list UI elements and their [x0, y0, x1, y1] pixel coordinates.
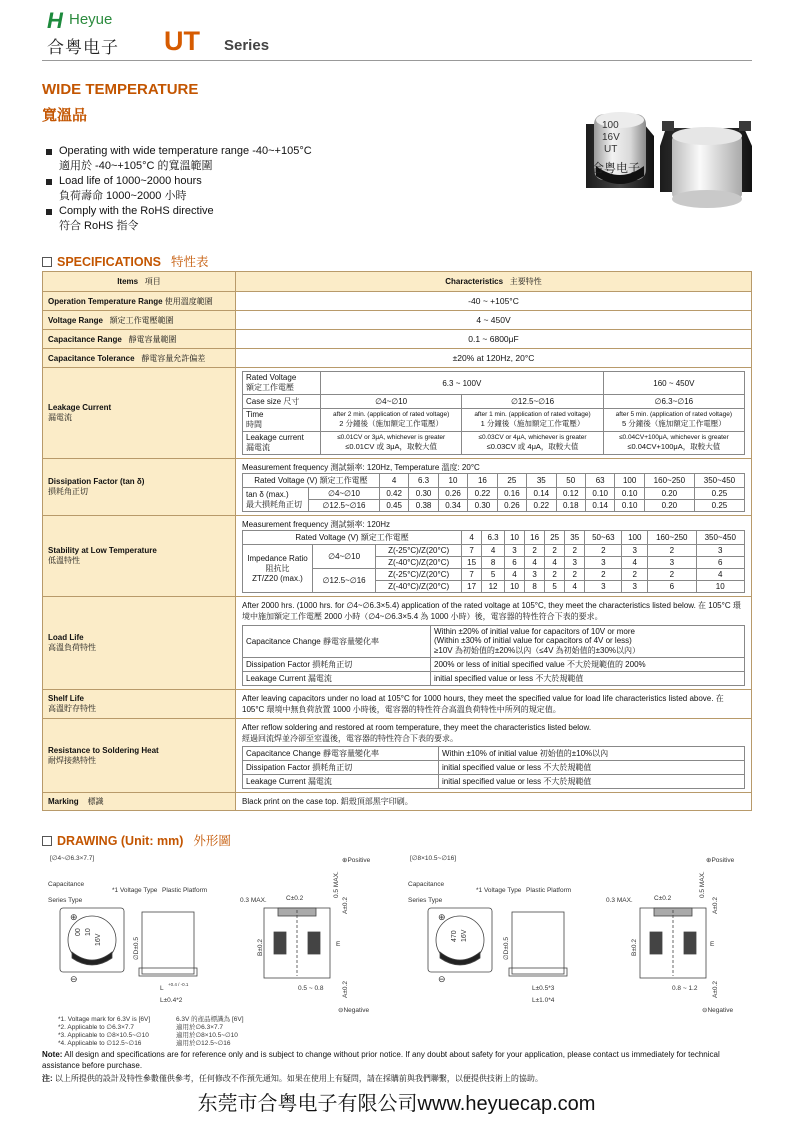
dim-label: A±0.2 [342, 897, 349, 914]
specifications-table [42, 271, 752, 811]
table-row: Capacitance Tolerance 靜電容量允許偏差 ±20% at 120Hz, 20°C [43, 349, 752, 368]
dissipation-table: Rated Voltage (V) 額定工作電壓 4 6.3 10 16 25 35 50 63 100 160~250 350~450 tan δ (max.) 最大損耗角正切 ∅4~∅10 0.42 0.30 0.26 0.22 0.16 0.14 0.12 0.10 0.10 0.20 0.25 ∅12.5~∅16 0.45 0.38 0.34 0.30 0.26 0.22 0.18 0.14 0.10 0.20 0.25 [242, 473, 745, 512]
label-capacitance: Capacitance [48, 881, 85, 888]
logo-text: Heyue [69, 11, 113, 28]
dim-label: B±0.2 [257, 939, 264, 956]
table-row: Voltage Range 額定工作電壓範圍 4 ~ 450V [43, 311, 752, 330]
cap-marking: 00 [75, 928, 82, 936]
dim-label: E [336, 941, 341, 948]
table-row: Capacitance Range 靜電容量範圍 0.1 ~ 6800μF [43, 330, 752, 349]
photo-watermark: 合粤电子 [592, 161, 641, 175]
label-voltage: *1 Voltage Type [112, 887, 158, 894]
size-range-label: [∅4~∅6.3×7.7] [50, 855, 95, 862]
feature-item: Comply with the RoHS directive 符合 RoHS 指令 [46, 204, 486, 234]
label-negative: ⊖Negative [702, 1007, 734, 1014]
drawing-footnotes: *1. Voltage mark for 6.3V is [6V] *2. Applicable to ∅6.3×7.7 *3. Applicable to ∅8×10.5~∅10 *4. Applicable to ∅12.5~∅16 [58, 1016, 151, 1047]
cap-marking: 16V [461, 929, 468, 942]
dim-label: 0.3 MAX. [606, 897, 633, 904]
positive-icon: ⊕ [438, 912, 446, 922]
photo-cap-text: 100 [602, 120, 619, 131]
feature-title: WIDE TEMPERATURE [42, 81, 199, 98]
table-row: Shelf Life 高溫貯存特性 After leaving capacitors under no load at 105°C for 1000 hours, they meet the specified value for load life characteristics listed above. 在 105°C 環境中無負荷放置 1000 小時後，電容器的特性符合高溫負荷特性中所列的規定值。 [43, 690, 752, 719]
series-label: Series [224, 37, 270, 54]
table-row: Stability at Low Temperature 低溫特性 Measurement frequency 測試頻率: 120Hz Rated Voltage (V) 額定工作電壓 4 6.3 10 16 25 35 50~63 100 160~250 350~450 Impedance Ratio 阻抗比 ZT/Z20 (max.) ∅4~∅10 Z(-25°C)/Z(20°C) 7 4 3 2 2 2 2 3 2 3 Z(-40°C)/Z(20°C) 15 8 6 4 4 3 3 4 3 6 ∅12.5~∅16 Z(-25°C)/Z(20°C) 7 5 4 3 2 2 2 2 2 4 Z(-40°C)/Z(20°C) 17 12 10 8 5 4 3 3 6 10 [43, 516, 752, 597]
specifications-title: SPECIFICATIONS 特性表 [42, 252, 208, 270]
dim-label: 0.8 ~ 1.2 [672, 985, 698, 992]
dim-label: 0.5 MAX. [699, 871, 706, 898]
feature-title-cn: 寬溫品 [42, 107, 88, 124]
cap-marking: 10 [85, 928, 92, 936]
footer-company: 东莞市合粤电子有限公司www.heyuecap.com [197, 1093, 596, 1115]
label-negative: ⊖Negative [338, 1007, 370, 1014]
label-platform: Plastic Platform [162, 887, 208, 894]
label-series-type: Series Type [408, 897, 443, 904]
dim-label: A±0.2 [712, 981, 719, 998]
checkbox-icon [42, 836, 52, 846]
dim-label: 0.3 MAX. [240, 897, 267, 904]
label-positive: ⊕Positive [706, 857, 735, 864]
label-platform: Plastic Platform [526, 887, 572, 894]
size-range-label: [∅8×10.5~∅16] [410, 855, 457, 862]
leakage-table: Rated Voltage 額定工作電壓 6.3 ~ 100V 160 ~ 450V Case size 尺寸 ∅4~∅10 ∅12.5~∅16 ∅6.3~∅16 Time 時間 after 2 min. (application of rated voltage) 2 分鐘後（施加額定工作電壓） after 1 min. (application of rated voltage) 1 分鐘後（施加額定工作電壓） after 5 min. (application of rated voltage) 5 分鐘後（施加額定工作電壓） Leakage current 漏電流 ≤0.01CV or 3μA, whichever is greater ≤0.01CV 或 3μA，取較大值 ≤0.03CV or 4μA, whichever is greater ≤0.03CV 或 4μA，取較大值 ≤0.04CV+100μA, whichever is greater ≤0.04CV+100μA，取較大值 [242, 371, 745, 455]
soldering-table: Capacitance Change 靜電容量變化率 Within ±10% of initial value 初始值的±10%以內 Dissipation Factor 損耗角正切 initial specified value or less 不大於規範值 Leakage Current 漏電流 initial specified value or less 不大於規範值 [242, 746, 745, 789]
label-capacitance: Capacitance [408, 881, 445, 888]
dim-label: E [710, 941, 715, 948]
drawing-title: DRAWING (Unit: mm) 外形圖 [42, 831, 231, 849]
negative-icon: ⊖ [438, 974, 446, 984]
photo-cap-text: 16V [602, 132, 620, 143]
dim-label: A±0.2 [712, 897, 719, 914]
dimension-drawing [42, 850, 752, 1015]
dim-label: L±0.4*2 [160, 997, 183, 1004]
dim-label: 0.5 ~ 0.8 [298, 985, 324, 992]
table-row: Resistance to Soldering Heat 耐焊接熱特性 After reflow soldering and restored at room temperature, they meet the characteristics listed below. 經過回流焊並冷卻至室溫後，電容器的特性符合下表的要求。 Capacitance Change 靜電容量變化率 Within ±10% of initial value 初始值的±10%以內 Dissipation Factor 損耗角正切 initial specified value or less 不大於規範值 Leakage Current 漏電流 initial specified value or less 不大於規範值 [43, 719, 752, 793]
bullet-icon [46, 209, 52, 215]
table-row: Leakage Current 漏電流 Rated Voltage 額定工作電壓 6.3 ~ 100V 160 ~ 450V Case size 尺寸 ∅4~∅10 ∅12.5~∅16 ∅6.3~∅16 Time 時間 after 2 min. (application of rated voltage) 2 分鐘後（施加額定工作電壓） after 1 min. (application of rated voltage) 1 分鐘後（施加額定工作電壓） after 5 min. (application of rated voltage) 5 分鐘後（施加額定工作電壓） Leakage current 漏電流 ≤0.01CV or 3μA, whichever is greater ≤0.01CV 或 3μA，取較大值 ≤0.03CV or 4μA, whichever is greater ≤0.03CV 或 4μA，取較大值 ≤0.04CV+100μA, whichever is greater ≤0.04CV+100μA，取較大值 [43, 368, 752, 459]
negative-icon: ⊖ [70, 974, 78, 984]
page-header [0, 0, 793, 62]
feature-list [46, 144, 486, 234]
product-photo [574, 96, 754, 216]
dim-label: B±0.2 [631, 939, 638, 956]
dim-label: +0.4 / -0.1 [168, 982, 189, 987]
dim-label: L±1.0*4 [532, 997, 555, 1004]
drawing-footnotes-cn: 6.3V 的產品標識為 [6V] 適用於∅6.3×7.7 適用於∅8×10.5~∅10 適用於∅12.5~∅16 [176, 1016, 244, 1047]
stability-table: Rated Voltage (V) 額定工作電壓 4 6.3 10 16 25 35 50~63 100 160~250 350~450 Impedance Ratio 阻抗比 ZT/Z20 (max.) ∅4~∅10 Z(-25°C)/Z(20°C) 7 4 3 2 2 2 2 3 2 3 Z(-40°C)/Z(20°C) 15 8 6 4 4 3 3 4 3 6 ∅12.5~∅16 Z(-25°C)/Z(20°C) 7 5 4 3 2 2 2 2 2 4 Z(-40°C)/Z(20°C) 17 12 10 8 5 4 3 3 6 10 [242, 530, 745, 593]
logo-text-cn: 合粤电子 [47, 38, 119, 57]
table-row: Marking 標識 Black print on the case top. 鋁殼頂部黑字印刷。 [43, 793, 752, 811]
series-code: UT [164, 26, 200, 56]
table-row: Dissipation Factor (tan δ) 損耗角正切 Measurement frequency 測試頻率: 120Hz, Temperature 溫度: 20°C Rated Voltage (V) 額定工作電壓 4 6.3 10 16 25 35 50 63 100 160~250 350~450 tan δ (max.) 最大損耗角正切 ∅4~∅10 0.42 0.30 0.26 0.22 0.16 0.14 0.12 0.10 0.10 0.20 0.25 ∅12.5~∅16 0.45 0.38 0.34 0.30 0.26 0.22 0.18 0.14 0.10 0.20 0.25 [43, 459, 752, 516]
positive-icon: ⊕ [70, 912, 78, 922]
table-row: Load Life 高溫負荷特性 After 2000 hrs. (1000 hrs. for ∅4~∅6.3×5.4) application of the rated voltage at 105°C, they meet the characteristics listed below. 在 105°C 環境中施加額定工作電壓 2000 小時（∅4~∅6.3×5.4 為 1000 小時）後，電容器的特性符合下表的要求。 Capacitance Change 靜電容量變化率 Within ±20% of initial value for capacitors of 10V or more (Within ±30% of initial value for capacitors of 4V or less) ≥10V 為初始值的±20%以內（≤4V 為初始值的±30%以內） Dissipation Factor 損耗角正切 200% or less of initial specified value 不大於規範值的 200% Leakage Current 漏電流 initial specified value or less 不大於規範值 [43, 597, 752, 690]
col-header-items: Items 項目 [43, 272, 236, 292]
disclaimer-note: Note: All design and specifications are for reference only and is subject to change without prior notice. If any doubt about safety for your application, please contact us immediately for technical assistance before purchase. 注: 以上所提供的設計及特性參數僅供參考，任何修改不作預先通知。如果在使用上有疑問，請在採購前與我們聯繫，以便提供技術上的協助。 [42, 1050, 720, 1083]
dim-label: ∅D±0.5 [503, 937, 510, 960]
feature-item: Load life of 1000~2000 hours 負荷壽命 1000~2000 小時 [46, 174, 486, 204]
bullet-icon [46, 149, 52, 155]
col-header-characteristics: Characteristics 主要特性 [236, 272, 752, 292]
feature-item: Operating with wide temperature range -40~+105°C 適用於 -40~+105°C 的寬溫範圍 [46, 144, 486, 174]
photo-cap-text: UT [604, 144, 618, 155]
label-voltage: *1 Voltage Type [476, 887, 522, 894]
dim-label: C±0.2 [654, 895, 672, 902]
label-positive: ⊕Positive [342, 857, 371, 864]
bullet-icon [46, 179, 52, 185]
label-series-type: Series Type [48, 897, 83, 904]
dim-label: 0.5 MAX. [333, 871, 340, 898]
load-life-table: Capacitance Change 靜電容量變化率 Within ±20% of initial value for capacitors of 10V or more (Within ±30% of initial value for capacitors of 4V or less) ≥10V 為初始值的±20%以內（≤4V 為初始值的±30%以內） Dissipation Factor 損耗角正切 200% or less of initial specified value 不大於規範值的 200% Leakage Current 漏電流 initial specified value or less 不大於規範值 [242, 625, 745, 686]
logo-mark: H [47, 8, 63, 33]
header-divider [42, 60, 752, 61]
table-row: Operation Temperature Range 使用溫度範圍 -40 ~ +105°C [43, 292, 752, 311]
dim-label: A±0.2 [342, 981, 349, 998]
dim-label: L±0.5*3 [532, 985, 555, 992]
dim-label: ∅D±0.5 [133, 937, 140, 960]
dim-label: C±0.2 [286, 895, 304, 902]
checkbox-icon [42, 257, 52, 267]
cap-marking: 470 [451, 930, 458, 942]
cap-marking: 16V [95, 933, 102, 946]
dim-label: L [160, 985, 164, 992]
